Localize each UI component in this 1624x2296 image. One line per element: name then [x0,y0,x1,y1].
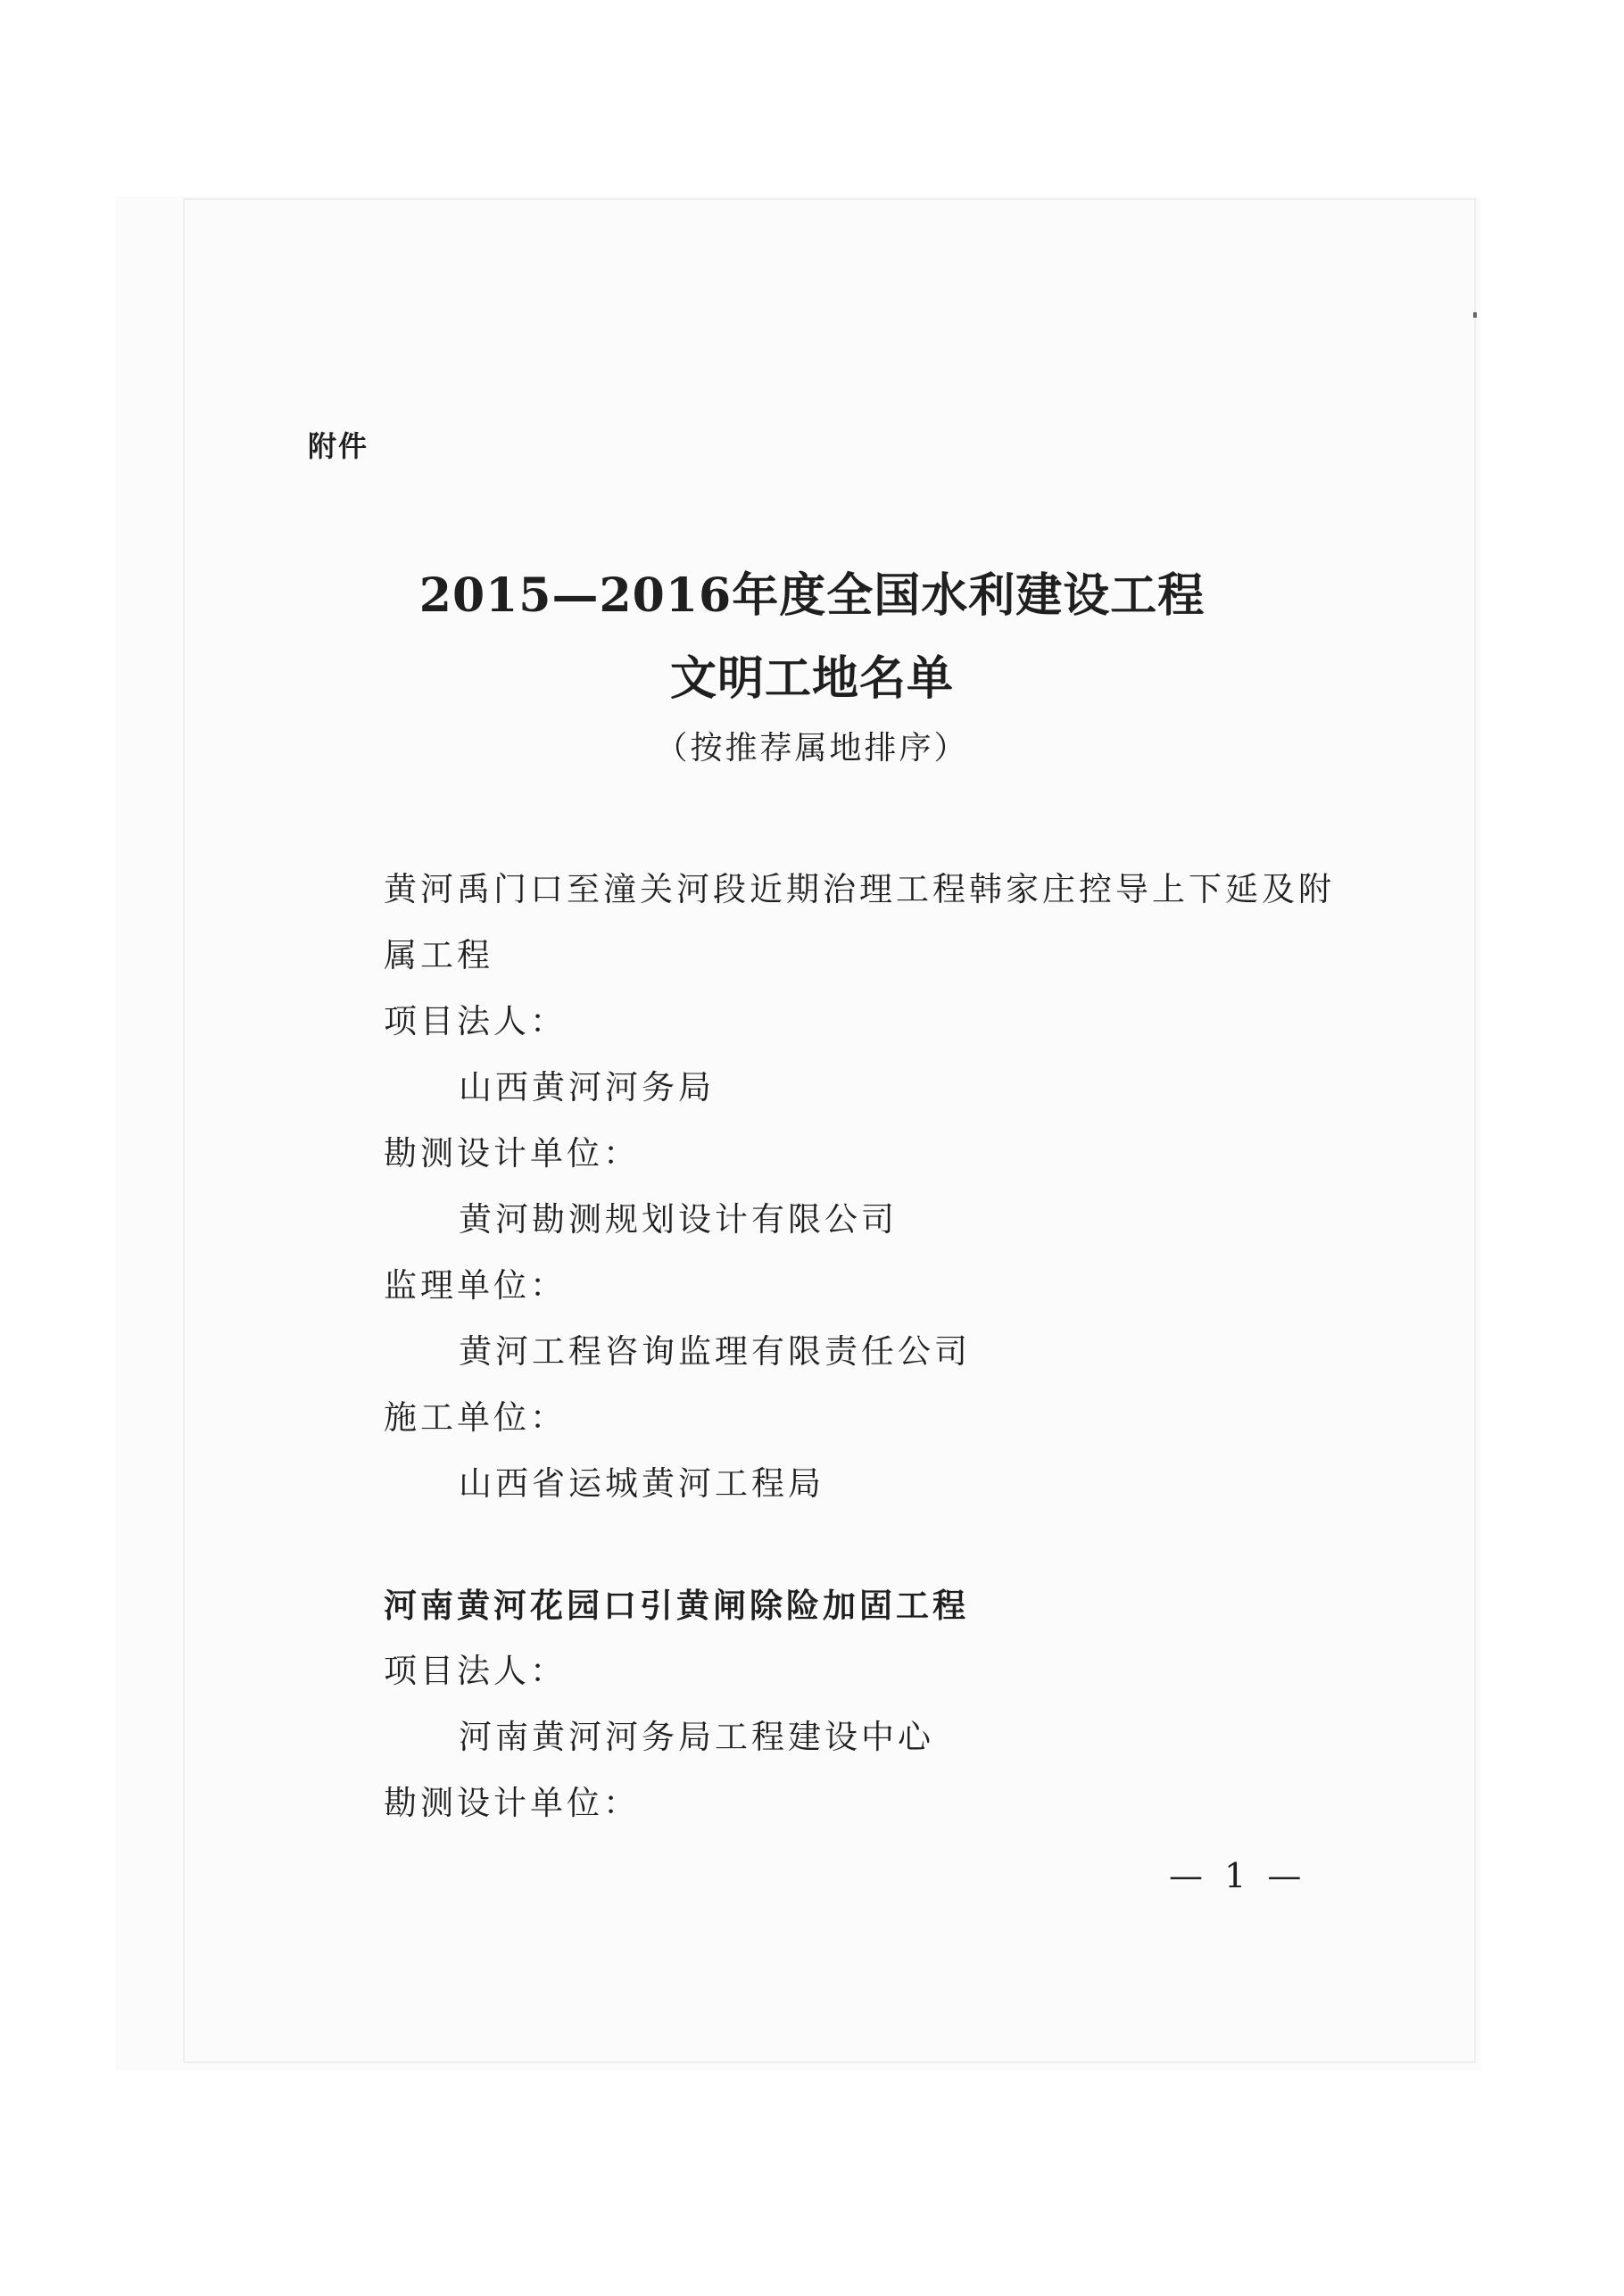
document-subtitle: （按推荐属地排序） [655,730,969,767]
project-list [384,857,1338,1836]
page-number: — 1 — [1169,1856,1307,1895]
document-title-line-1: 2015—2016年度全国水利建设工程 [418,568,1206,623]
design-unit-label: 勘测设计单位： [384,1784,640,1822]
design-unit-label: 勘测设计单位： [384,1134,640,1173]
project-name: 河南黄河花园口引黄闸除险加固工程 [384,1586,969,1625]
page-edge-bottom [183,2061,1477,2063]
attachment-label: 附件 [308,429,369,463]
project-entry [384,1572,1338,1836]
page-edge-top [183,198,1477,200]
entry-spacer [384,1517,1338,1572]
construction-unit-value: 山西省运城黄河工程局 [459,1464,824,1503]
legal-entity-label: 项目法人： [384,1652,567,1690]
legal-entity-label: 项目法人： [384,1002,567,1040]
document-title-line-2: 文明工地名单 [669,651,954,706]
legal-entity-value: 河南黄河河务局工程建设中心 [459,1718,934,1756]
page-edge-left [183,198,185,2063]
project-name: 黄河禹门口至潼关河段近期治理工程韩家庄控导上下延及附 [384,870,1335,908]
project-entry [384,857,1338,1517]
scan-speck [1473,312,1477,318]
construction-unit-label: 施工单位： [384,1398,567,1437]
supervision-unit-value: 黄河工程咨询监理有限责任公司 [459,1332,971,1371]
design-unit-value: 黄河勘测规划设计有限公司 [459,1200,898,1239]
legal-entity-value: 山西黄河河务局 [459,1068,715,1107]
page-edge-right [1474,198,1476,2063]
supervision-unit-label: 监理单位： [384,1266,567,1305]
project-name-continued: 属工程 [384,936,493,974]
